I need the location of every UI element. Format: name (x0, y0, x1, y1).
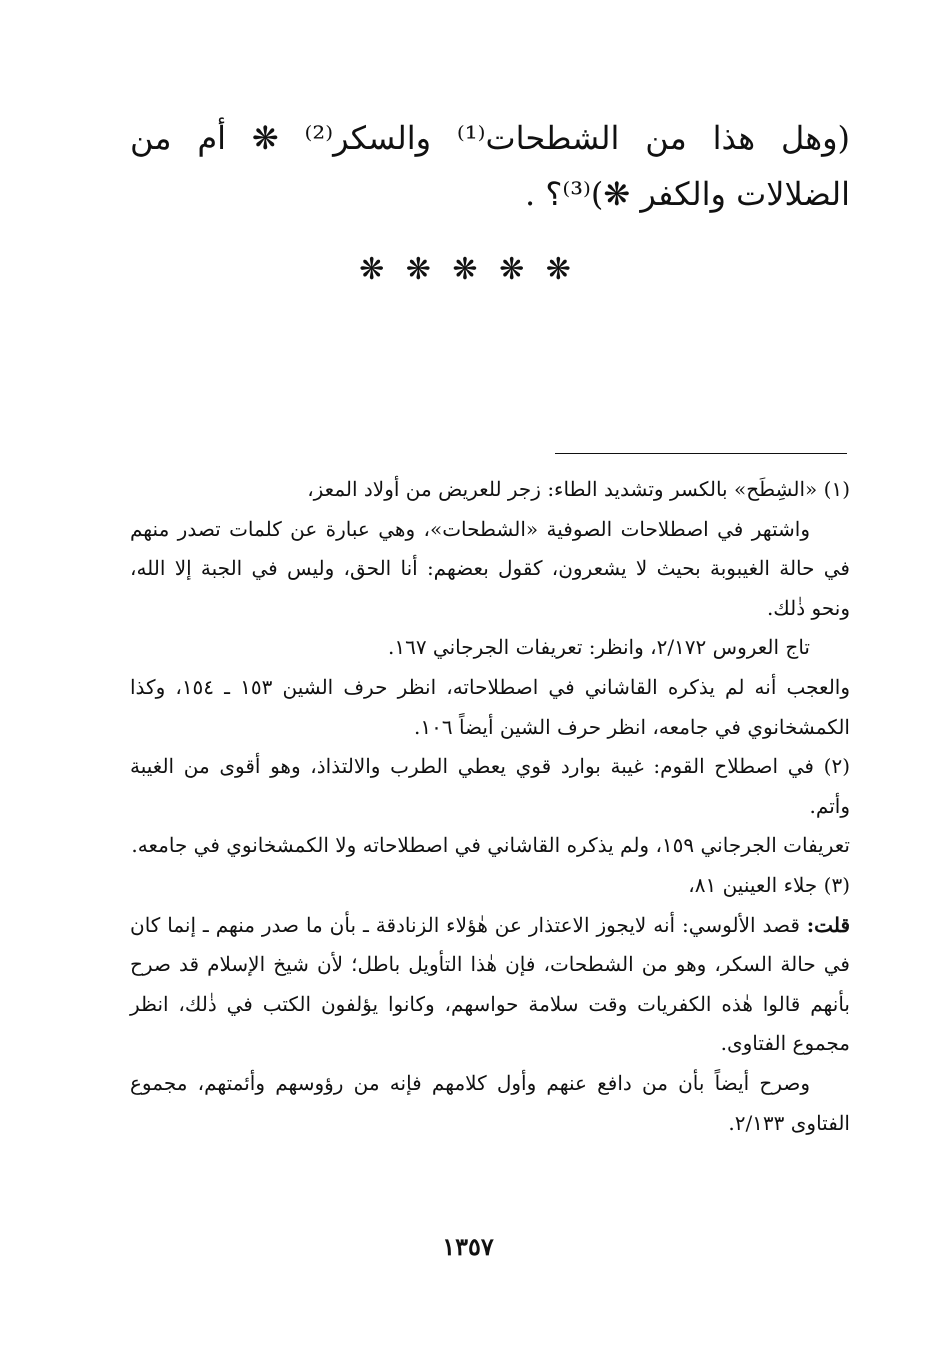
footnote-1-paragraph: واشتهر في اصطلاحات الصوفية «الشطحات»، وهي عبارة عن كلمات تصدر منهم في حالة الغيبوبة بحيث لا يشعرون، كقول بعضهم: أنا الحق، وليس في الجبة إلا الله، ونحو ذٰلك. (130, 516, 850, 620)
footnote-1-remark: والعجب أنه لم يذكره القاشاني في اصطلاحاته، انظر حرف الشين ١٥٣ ـ ١٥٤، وكذا الكمشخانوي في جامعه، انظر حرف الشين أيضاً ١٠٦. (130, 674, 851, 739)
footnote-1-reference: تاج العروس ٢/١٧٢، وانظر: تعريفات الجرجاني ١٦٧. (387, 635, 810, 660)
footnote-divider (555, 453, 847, 454)
editor-note-label: قلت: (806, 912, 850, 937)
star-separator: ❋ ❋ ❋ ❋ ❋ (359, 252, 577, 287)
footnote-3-first-line: (٣) جلاء العينين ٨١، (688, 872, 850, 897)
footnotes (130, 470, 850, 1143)
editor-note-continuation: وصرح أيضاً بأن من دافع عنهم وأول كلامهم فإنه من رؤوسهم وأئمتهم، مجموع الفتاوى ٢/١٣٣. (130, 1070, 850, 1135)
footnote-2-reference: تعريفات الجرجاني ١٥٩، ولم يذكره القاشاني في اصطلاحاته ولا الكمشخانوي في جامعه. (131, 833, 850, 858)
footnote-1-first-line: (١) «الشِطَح» بالكسر وتشديد الطاء: زجر للعريض من أولاد المعز، (307, 477, 850, 501)
editor-note (130, 906, 850, 1064)
main-text: (وهل هذا من الشطحات⁽¹⁾ والسكر⁽²⁾ ❋ أم من الضلالات والكفر ❋)⁽³⁾؟ . (130, 119, 851, 213)
footnote-2-paragraph: (٢) في اصطلاح القوم: غيبة بوارد قوي يعطي الطرب والالتذاذ، وهو أقوى من الغيبة وأتم. (130, 754, 850, 818)
page-number: ١٣٥٧ (442, 1232, 494, 1261)
editor-note-text: قصد الألوسي: أنه لايجوز الاعتذار عن هٰؤلاء الزنادقة ـ بأن ما صدر منهم ـ إنما كان في حالة السكر، وهو من الشطحات، فإن هٰذا التأويل باطل؛ لأن شيخ الإسلام قد صرح بأنهم قالوا هٰذه الكفريات وقت سلامة حواسهم، وكانوا يؤلفون الكتب في ذٰلك، انظر مجموع الفتاوى. (130, 912, 850, 1056)
